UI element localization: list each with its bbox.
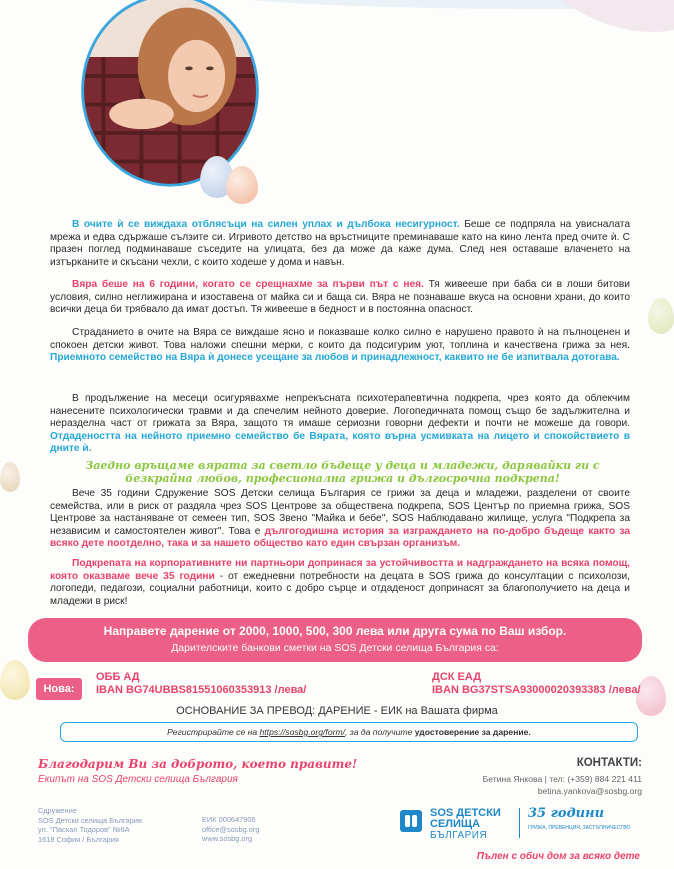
thank-you-text: Благодарим Ви за доброто, което правите!: [38, 757, 358, 771]
partners-highlight: Подкрепата на корпоративните ни партньори допринася за устойчивостта и надграждането на всяка помощ, която оказваме вече 35 години: [50, 558, 630, 582]
about-text: Вече 35 години Сдружение SOS Детски селища България се грижи за деца и младежи, разделени от своите семейства, или в риск от раздяла чрез SOS Центрове за обществена подкрепа, SOS Център по приемна грижа, SOS Центрове за настаняване от семеен тип, SOS Звено "Майка и бебе", SOS Наблюдавано жилище, услуга "Подкрепа за независим и самостоятелен живот". Това е: [50, 488, 630, 537]
slogan: Пълен с обич дом за всяко дете: [476, 851, 640, 862]
story-text: В продължение на месеци осигурявахме непрекъсната психотерапевтична подкрепа, чрез която да облекчим нанесените психологически травми и да спечелим нейното доверие. Логопедичната помощ също бе задължителна и неразделна част от грижата за Вяра, защото тя имаше сериозни говорни дефекти и почти не можеше да говори.: [50, 393, 630, 430]
campaign-quote: Заедно връщаме вярата за светло бъдеще у деца и младежи, дарявайки ги с безкрайна любов, професионална грижа и дългосрочна подкрепа!: [85, 459, 600, 485]
child-photo: [70, 0, 270, 190]
registration-bold: удостоверение за дарение.: [414, 727, 531, 737]
footer-org-line: ул. "Паскал Тодоров" №8А: [38, 825, 130, 834]
donation-banner: [28, 618, 642, 662]
registration-link[interactable]: https://sosbg.org/form/: [259, 727, 346, 737]
bank-iban: IBAN BG74UBBS81551060353913 /лева/: [96, 684, 307, 696]
bank-name: ОББ АД: [96, 671, 140, 683]
footer-org-line: SOS Детски селища България: [38, 815, 142, 825]
logo-line: SOS ДЕТСКИ: [430, 807, 501, 819]
logo-country: БЪЛГАРИЯ: [430, 830, 488, 841]
footer-eik: ЕИК 000647906: [202, 815, 256, 824]
bank-iban: IBAN BG37STSA93000020393383 /лева/: [432, 684, 641, 696]
footer-org-line: Сдружение: [38, 806, 77, 815]
story-text: Беше се подпряла на увисналата мрежа и едва сдържаше сълзите си. Игривото детство на връстниците преминаваше като на кино лента пред очите ѝ. С празен поглед подминаваше съседите на улицата, без да може да каже дума. След нея оставаше влаченето на изтърканите и скъсани чехли, с които ходеше у дома и навън.: [50, 219, 630, 268]
registration-prefix: Регистрирайте се на: [167, 727, 260, 737]
footer-email[interactable]: office@sosbg.org: [202, 824, 260, 834]
partners-paragraph: [50, 558, 630, 608]
logo-tagline: ГРИЖА, ПРЕВЕНЦИЯ, ЗАСТЪПНИЧЕСТВО: [528, 825, 631, 831]
footer-contacts: [202, 815, 260, 844]
easter-egg-decoration: [0, 660, 30, 700]
easter-egg-decoration: [226, 166, 258, 204]
contact-phone: Бетина Янкова | тел: (+359) 884 221 411: [482, 774, 642, 784]
bank-name: ДСК ЕАД: [432, 671, 482, 683]
partners-text: - от ежедневни потребности на децата в SOS грижа до консултации с психолози, логопеди, педагози, социални работници, които с добро сърце и отдаденост допринасят за благополучието на деца и младежи в риск!: [50, 570, 630, 607]
footer-address: [38, 806, 142, 844]
team-signature: Екипът на SOS Детски селища България: [38, 774, 238, 785]
logo-years: 35 години: [528, 806, 605, 821]
logo-divider: [519, 808, 520, 838]
transfer-basis: ОСНОВАНИЕ ЗА ПРЕВОД: ДАРЕНИЕ - ЕИК на Вашата фирма: [176, 705, 498, 717]
bank-account-2: [432, 671, 641, 697]
contacts-title: КОНТАКТИ:: [576, 757, 642, 769]
registration-box: [60, 722, 638, 742]
logo-line: СЕЛИЩА: [430, 818, 481, 830]
sos-logo-icon: [400, 810, 422, 832]
story-highlight: Вяра беше на 6 години, когато се срещнахме за първи път с нея.: [72, 279, 424, 290]
story-text: Страданието в очите на Вяра се виждаше ясно и показваше колко силно е нарушено правото ѝ на пълноценен и спокоен детски живот. Това наложи спешни мерки, с които да подсигурим уют, топлина и качествена грижа за нея.: [50, 327, 630, 351]
easter-egg-decoration: [0, 462, 20, 492]
story-paragraph-4: [50, 393, 630, 456]
story-paragraph-3: [50, 327, 630, 365]
story-highlight: Отдадеността на нейното приемно семейство бе Вярата, която върна усмивката на лицето и спокойствието в дните ѝ.: [50, 430, 630, 455]
footer-web[interactable]: www.sosbg.org: [202, 834, 253, 843]
bank-account-1: [96, 671, 306, 697]
about-paragraph: [50, 488, 630, 551]
sos-logo: [400, 808, 650, 842]
story-highlight: В очите ѝ се виждаха отблясъци на силен уплах и дълбока несигурност.: [72, 219, 460, 230]
donation-sub-text: Дарителските банкови сметки на SOS Детски селища България са:: [171, 642, 499, 654]
story-highlight: Приемното семейство на Вяра ѝ донесе усещане за любов и принадлежност, каквито не бе изпитвала дотогава.: [50, 352, 620, 364]
logo-text: [430, 808, 501, 830]
new-badge: Нова:: [36, 678, 82, 700]
about-highlight: дългогодишна история за изграждането на по-добро бъдеще както за всяко дете поотделно, така и за нашето общество като един свързан организъм.: [50, 525, 630, 550]
story-paragraph-2: [50, 279, 630, 317]
story-text: Тя живееше при баба си в лоши битови условия, силно неглижирана и изоставена от майка си и баща си. Вяра не познаваше вкуса на основни храни, до които всички деца би трябвало да имат достъп. Тя живееше в бедност и в постоянна опасност.: [50, 279, 630, 316]
easter-egg-decoration: [648, 298, 674, 334]
contact-email[interactable]: betina.yankova@sosbg.org: [537, 786, 642, 796]
footer-org-line: 1618 София / България: [38, 834, 119, 844]
story-paragraph-1: [50, 219, 630, 269]
registration-middle: , за да получите: [345, 727, 415, 737]
donation-main-text: Направете дарение от 2000, 1000, 500, 300 лева или друга сума по Ваш избор.: [103, 624, 567, 638]
